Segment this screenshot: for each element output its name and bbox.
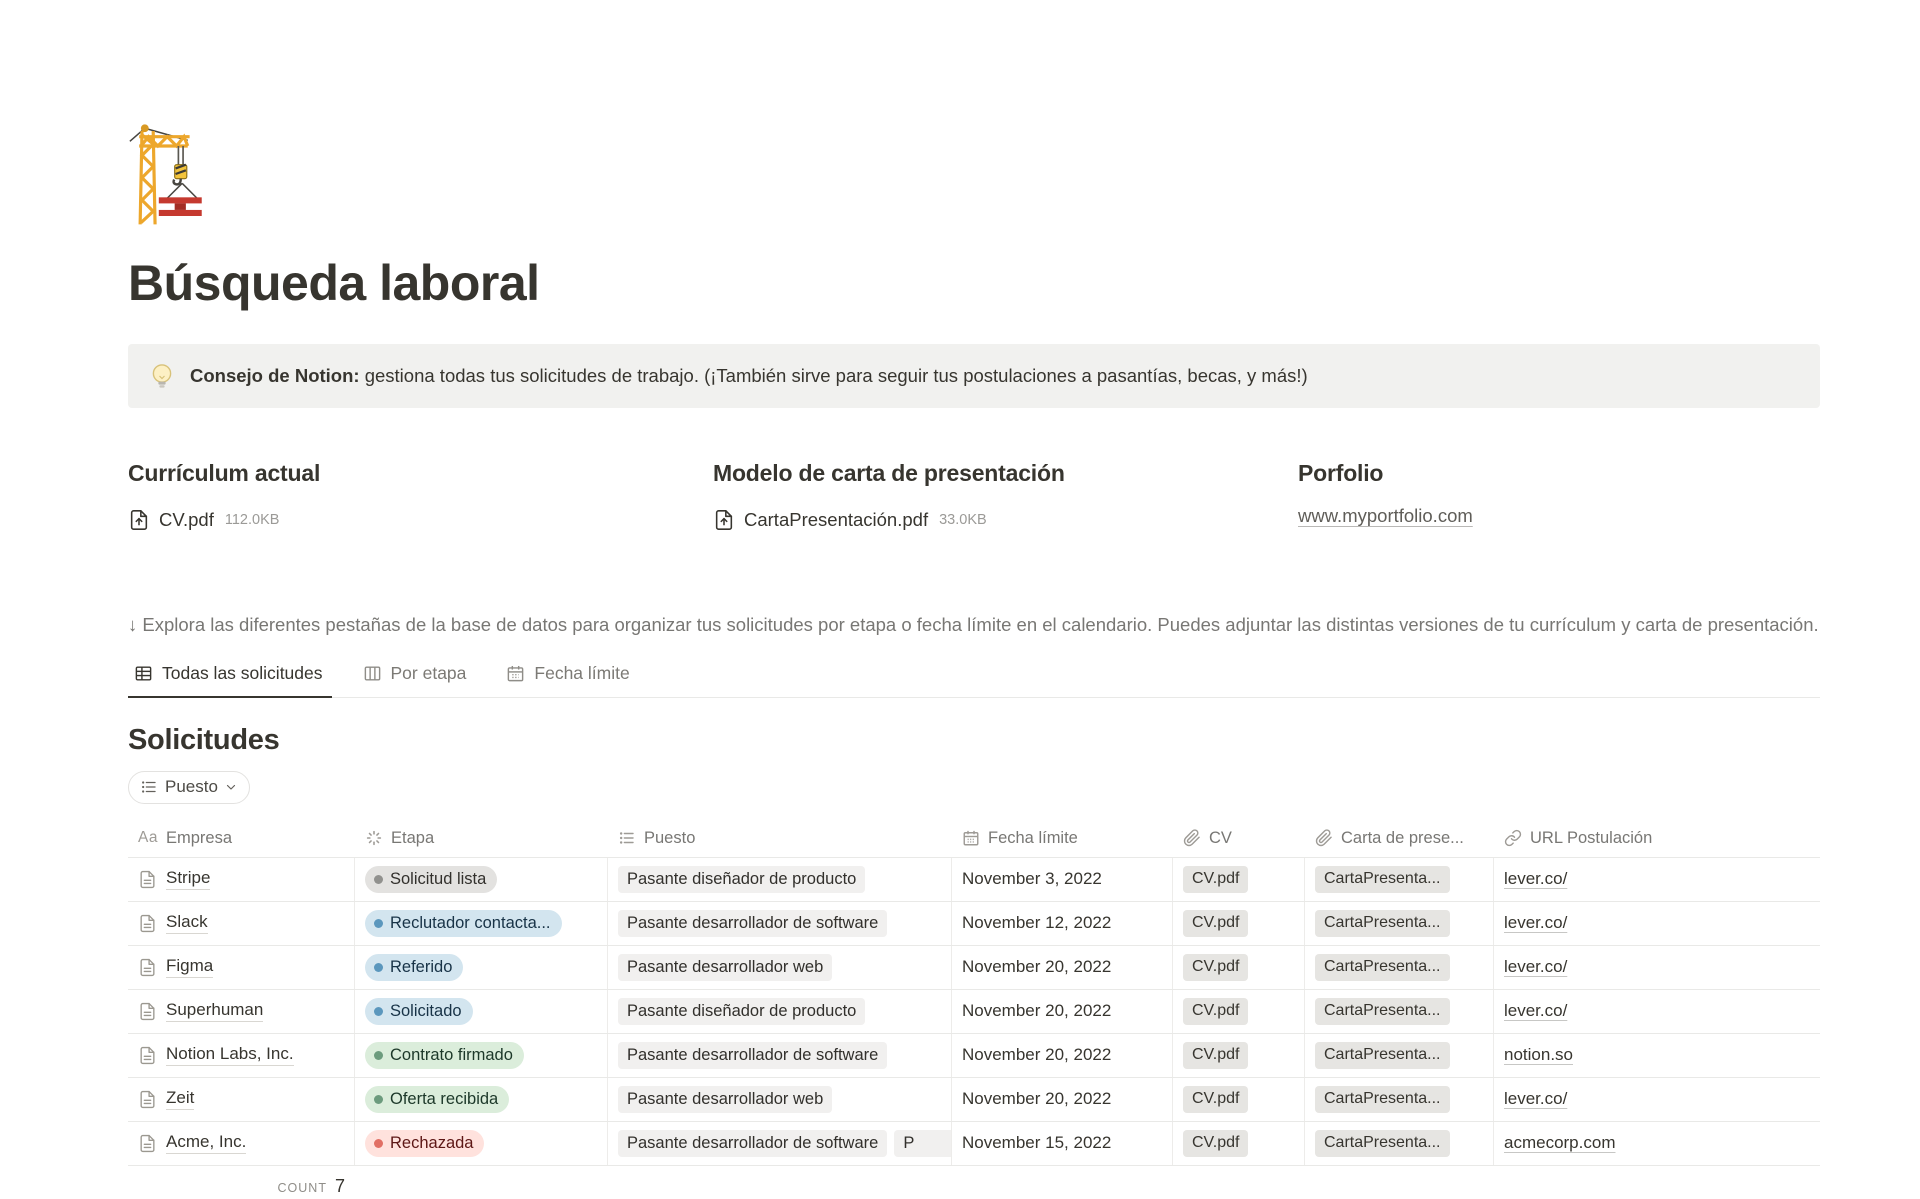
etapa-cell[interactable] bbox=[355, 1078, 608, 1121]
fecha-cell[interactable] bbox=[952, 1078, 1173, 1121]
url-link[interactable]: lever.co/ bbox=[1504, 913, 1568, 933]
page-icon bbox=[138, 1046, 157, 1065]
puesto-tag: P bbox=[894, 1130, 952, 1157]
cv-cell[interactable] bbox=[1173, 858, 1305, 901]
file-name: CV.pdf bbox=[159, 509, 214, 530]
column-header-puesto[interactable]: Puesto bbox=[608, 820, 952, 857]
paperclip-icon bbox=[1183, 829, 1201, 847]
link-icon bbox=[1504, 829, 1522, 847]
empresa-cell[interactable] bbox=[128, 1034, 355, 1077]
count-value: 7 bbox=[334, 1175, 345, 1196]
portfolio-heading: Porfolio bbox=[1298, 460, 1384, 486]
view-tabs bbox=[128, 657, 1820, 698]
carta-chip[interactable]: CartaPresenta... bbox=[1315, 866, 1450, 893]
url-link[interactable]: notion.so bbox=[1504, 1045, 1573, 1065]
company-name[interactable]: Figma bbox=[166, 956, 213, 978]
empresa-cell[interactable] bbox=[128, 902, 355, 945]
table-row[interactable] bbox=[128, 946, 1820, 990]
puesto-tag: Pasante desarrollador web bbox=[618, 1086, 832, 1113]
database-description: ↓ Explora las diferentes pestañas de la base de datos para organizar tus solicitudes por etapa o fecha límite en el calendario. Puedes adjuntar las distintas versiones de tu currículum y carta de presentación. bbox=[128, 614, 1819, 635]
stage-pill[interactable] bbox=[365, 866, 497, 893]
cover-letter-heading: Modelo de carta de presentación bbox=[713, 460, 1065, 486]
resume-file[interactable] bbox=[128, 509, 668, 531]
etapa-cell[interactable] bbox=[355, 1034, 608, 1077]
etapa-cell[interactable] bbox=[355, 902, 608, 945]
puesto-cell[interactable] bbox=[608, 1034, 952, 1077]
deadline-text: November 15, 2022 bbox=[962, 1133, 1112, 1153]
fecha-cell[interactable] bbox=[952, 1034, 1173, 1077]
cv-chip[interactable]: CV.pdf bbox=[1183, 1086, 1248, 1113]
etapa-cell[interactable] bbox=[355, 990, 608, 1033]
callout-text: Consejo de Notion: gestiona todas tus solicitudes de trabajo. (¡También sirve para seguir tus postulaciones a pasantías, becas, y más!) bbox=[190, 364, 1308, 386]
carta-cell[interactable] bbox=[1305, 990, 1494, 1033]
cv-chip[interactable]: CV.pdf bbox=[1183, 910, 1248, 937]
empresa-cell[interactable] bbox=[128, 1122, 355, 1165]
stage-pill[interactable] bbox=[365, 954, 463, 981]
cv-cell[interactable] bbox=[1173, 902, 1305, 945]
cv-chip[interactable]: CV.pdf bbox=[1183, 954, 1248, 981]
page-icon bbox=[138, 914, 157, 933]
title-property-icon: Aa bbox=[138, 829, 158, 847]
page-title: Búsqueda laboral bbox=[128, 255, 540, 311]
list-icon bbox=[140, 778, 158, 796]
resume-column bbox=[128, 460, 668, 531]
url-cell[interactable] bbox=[1494, 990, 1820, 1033]
company-name[interactable]: Stripe bbox=[166, 868, 210, 890]
fecha-cell[interactable] bbox=[952, 902, 1173, 945]
table-view-icon bbox=[134, 664, 153, 683]
cv-chip[interactable]: CV.pdf bbox=[1183, 1042, 1248, 1069]
stage-pill[interactable] bbox=[365, 1086, 509, 1113]
tab-todas-las-solicitudes[interactable] bbox=[128, 657, 332, 698]
empresa-cell[interactable] bbox=[128, 1078, 355, 1121]
status-dot bbox=[374, 1007, 383, 1016]
url-cell[interactable] bbox=[1494, 1122, 1820, 1165]
deadline-text: November 20, 2022 bbox=[962, 1089, 1112, 1109]
portfolio-column bbox=[1298, 460, 1820, 531]
url-cell[interactable] bbox=[1494, 946, 1820, 989]
tab-label: Todas las solicitudes bbox=[162, 662, 323, 683]
deadline-text: November 12, 2022 bbox=[962, 913, 1112, 933]
stage-pill[interactable] bbox=[365, 1130, 484, 1157]
carta-chip[interactable]: CartaPresenta... bbox=[1315, 1086, 1450, 1113]
calendar-icon bbox=[962, 829, 980, 847]
url-link[interactable]: lever.co/ bbox=[1504, 1089, 1568, 1109]
calendar-view-icon bbox=[506, 664, 525, 683]
url-cell[interactable] bbox=[1494, 1034, 1820, 1077]
database-title: Solicitudes bbox=[128, 723, 280, 756]
empresa-cell[interactable] bbox=[128, 946, 355, 989]
stage-pill[interactable] bbox=[365, 910, 562, 937]
puesto-tag: Pasante diseñador de producto bbox=[618, 998, 865, 1025]
page-icon bbox=[138, 1134, 157, 1153]
url-link[interactable]: acmecorp.com bbox=[1504, 1133, 1616, 1153]
fecha-cell[interactable] bbox=[952, 990, 1173, 1033]
company-name[interactable]: Acme, Inc. bbox=[166, 1132, 246, 1154]
stage-pill[interactable] bbox=[365, 1042, 524, 1069]
carta-chip[interactable]: CartaPresenta... bbox=[1315, 1042, 1450, 1069]
filter-label: Puesto bbox=[165, 777, 218, 797]
notion-tip-callout bbox=[128, 344, 1820, 408]
puesto-tag: Pasante diseñador de producto bbox=[618, 866, 865, 893]
url-link[interactable]: lever.co/ bbox=[1504, 869, 1568, 889]
cv-chip[interactable]: CV.pdf bbox=[1183, 1130, 1248, 1157]
carta-cell[interactable] bbox=[1305, 946, 1494, 989]
company-name[interactable]: Zeit bbox=[166, 1088, 194, 1110]
deadline-text: November 20, 2022 bbox=[962, 957, 1112, 977]
puesto-tag: Pasante desarrollador de software bbox=[618, 1130, 887, 1157]
status-dot bbox=[374, 875, 383, 884]
company-name[interactable]: Notion Labs, Inc. bbox=[166, 1044, 294, 1066]
cv-chip[interactable]: CV.pdf bbox=[1183, 998, 1248, 1025]
chevron-down-icon bbox=[225, 781, 237, 793]
cv-cell[interactable] bbox=[1173, 1034, 1305, 1077]
deadline-text: November 20, 2022 bbox=[962, 1045, 1112, 1065]
table-row[interactable] bbox=[128, 902, 1820, 946]
file-size: 112.0KB bbox=[224, 512, 280, 528]
page-icon bbox=[138, 958, 157, 977]
puesto-tag: Pasante desarrollador de software bbox=[618, 910, 887, 937]
carta-cell[interactable] bbox=[1305, 1122, 1494, 1165]
stage-label: Solicitud lista bbox=[390, 869, 487, 888]
cover-letter-column bbox=[713, 460, 1253, 531]
empresa-cell[interactable] bbox=[128, 990, 355, 1033]
column-header-url[interactable]: URL Postulación bbox=[1494, 820, 1820, 857]
resume-heading: Currículum actual bbox=[128, 460, 321, 486]
url-cell[interactable] bbox=[1494, 1078, 1820, 1121]
stage-label: Contrato firmado bbox=[390, 1045, 513, 1064]
etapa-cell[interactable] bbox=[355, 946, 608, 989]
tab-por-etapa[interactable] bbox=[357, 657, 476, 698]
url-cell[interactable] bbox=[1494, 902, 1820, 945]
status-dot bbox=[374, 963, 383, 972]
puesto-tag: Pasante desarrollador web bbox=[618, 954, 832, 981]
status-dot bbox=[374, 1095, 383, 1104]
table-row[interactable] bbox=[128, 1078, 1820, 1122]
table-row[interactable] bbox=[128, 990, 1820, 1034]
file-size: 33.0KB bbox=[939, 512, 987, 528]
portfolio-link[interactable]: www.myportfolio.com bbox=[1298, 505, 1473, 526]
stage-pill[interactable] bbox=[365, 998, 473, 1025]
cv-cell[interactable] bbox=[1173, 1122, 1305, 1165]
column-header-etapa[interactable]: Etapa bbox=[355, 820, 608, 857]
puesto-cell[interactable] bbox=[608, 902, 952, 945]
puesto-cell[interactable] bbox=[608, 946, 952, 989]
status-dot bbox=[374, 1139, 383, 1148]
count-calculation[interactable] bbox=[128, 1166, 355, 1197]
carta-chip[interactable]: CartaPresenta... bbox=[1315, 998, 1450, 1025]
fecha-cell[interactable] bbox=[952, 1122, 1173, 1165]
tab-label: Fecha límite bbox=[534, 662, 630, 683]
carta-cell[interactable] bbox=[1305, 902, 1494, 945]
fecha-cell[interactable] bbox=[952, 858, 1173, 901]
company-name[interactable]: Slack bbox=[166, 912, 208, 934]
count-label: COUNT bbox=[277, 1180, 327, 1195]
tab-label: Por etapa bbox=[390, 662, 467, 683]
column-header-empresa[interactable]: Aa Empresa bbox=[138, 828, 232, 847]
stage-label: Oferta recibida bbox=[390, 1089, 499, 1108]
etapa-cell[interactable] bbox=[355, 858, 608, 901]
puesto-tag: Pasante desarrollador de software bbox=[618, 1042, 887, 1069]
puesto-cell[interactable] bbox=[608, 990, 952, 1033]
carta-chip[interactable]: CartaPresenta... bbox=[1315, 910, 1450, 937]
table-row[interactable] bbox=[128, 1034, 1820, 1078]
puesto-cell[interactable] bbox=[608, 1078, 952, 1121]
cv-cell[interactable] bbox=[1173, 990, 1305, 1033]
page-icon bbox=[138, 1002, 157, 1021]
company-name[interactable]: Superhuman bbox=[166, 1000, 263, 1022]
stage-label: Reclutador contacta... bbox=[390, 913, 551, 932]
status-spinner-icon bbox=[365, 829, 383, 847]
url-link[interactable]: lever.co/ bbox=[1504, 1001, 1568, 1021]
file-upload-icon bbox=[713, 509, 735, 531]
column-header-cv[interactable]: CV bbox=[1173, 820, 1305, 857]
deadline-text: November 20, 2022 bbox=[962, 1001, 1112, 1021]
status-dot bbox=[374, 1051, 383, 1060]
carta-cell[interactable] bbox=[1305, 1034, 1494, 1077]
fecha-cell[interactable] bbox=[952, 946, 1173, 989]
status-dot bbox=[374, 919, 383, 928]
file-name: CartaPresentación.pdf bbox=[744, 509, 929, 530]
table-body bbox=[128, 858, 1820, 1166]
stage-label: Rechazada bbox=[390, 1133, 474, 1152]
lightbulb-icon bbox=[148, 362, 176, 390]
deadline-text: November 3, 2022 bbox=[962, 869, 1102, 889]
construction-crane-icon[interactable] bbox=[128, 118, 240, 230]
column-header-fecha-limite[interactable]: Fecha límite bbox=[952, 820, 1173, 857]
table-footer bbox=[128, 1166, 1820, 1197]
etapa-cell[interactable] bbox=[355, 1122, 608, 1165]
carta-cell[interactable] bbox=[1305, 1078, 1494, 1121]
table-header bbox=[128, 820, 1820, 858]
puesto-cell[interactable] bbox=[608, 858, 952, 901]
page-icon bbox=[138, 1090, 157, 1109]
stage-label: Solicitado bbox=[390, 1001, 462, 1020]
select-list-icon bbox=[618, 829, 636, 847]
solicitudes-table bbox=[128, 820, 1820, 1197]
file-upload-icon bbox=[128, 509, 150, 531]
paperclip-icon bbox=[1315, 829, 1333, 847]
cv-cell[interactable] bbox=[1173, 1078, 1305, 1121]
cover-letter-file[interactable] bbox=[713, 509, 1253, 531]
url-cell[interactable] bbox=[1494, 858, 1820, 901]
cv-cell[interactable] bbox=[1173, 946, 1305, 989]
column-header-carta[interactable]: Carta de prese... bbox=[1305, 820, 1494, 857]
url-link[interactable]: lever.co/ bbox=[1504, 957, 1568, 977]
cv-chip[interactable]: CV.pdf bbox=[1183, 866, 1248, 893]
empresa-cell[interactable] bbox=[128, 858, 355, 901]
table-row[interactable] bbox=[128, 858, 1820, 902]
stage-label: Referido bbox=[390, 957, 453, 976]
page-icon bbox=[138, 870, 157, 889]
puesto-cell[interactable] bbox=[608, 1122, 952, 1165]
carta-cell[interactable] bbox=[1305, 858, 1494, 901]
carta-chip[interactable]: CartaPresenta... bbox=[1315, 1130, 1450, 1157]
board-view-icon bbox=[363, 664, 382, 683]
resources-section bbox=[128, 460, 1820, 531]
puesto-filter-button[interactable] bbox=[128, 771, 250, 804]
table-row[interactable] bbox=[128, 1122, 1820, 1166]
tab-fecha-limite[interactable] bbox=[500, 657, 638, 698]
carta-chip[interactable]: CartaPresenta... bbox=[1315, 954, 1450, 981]
